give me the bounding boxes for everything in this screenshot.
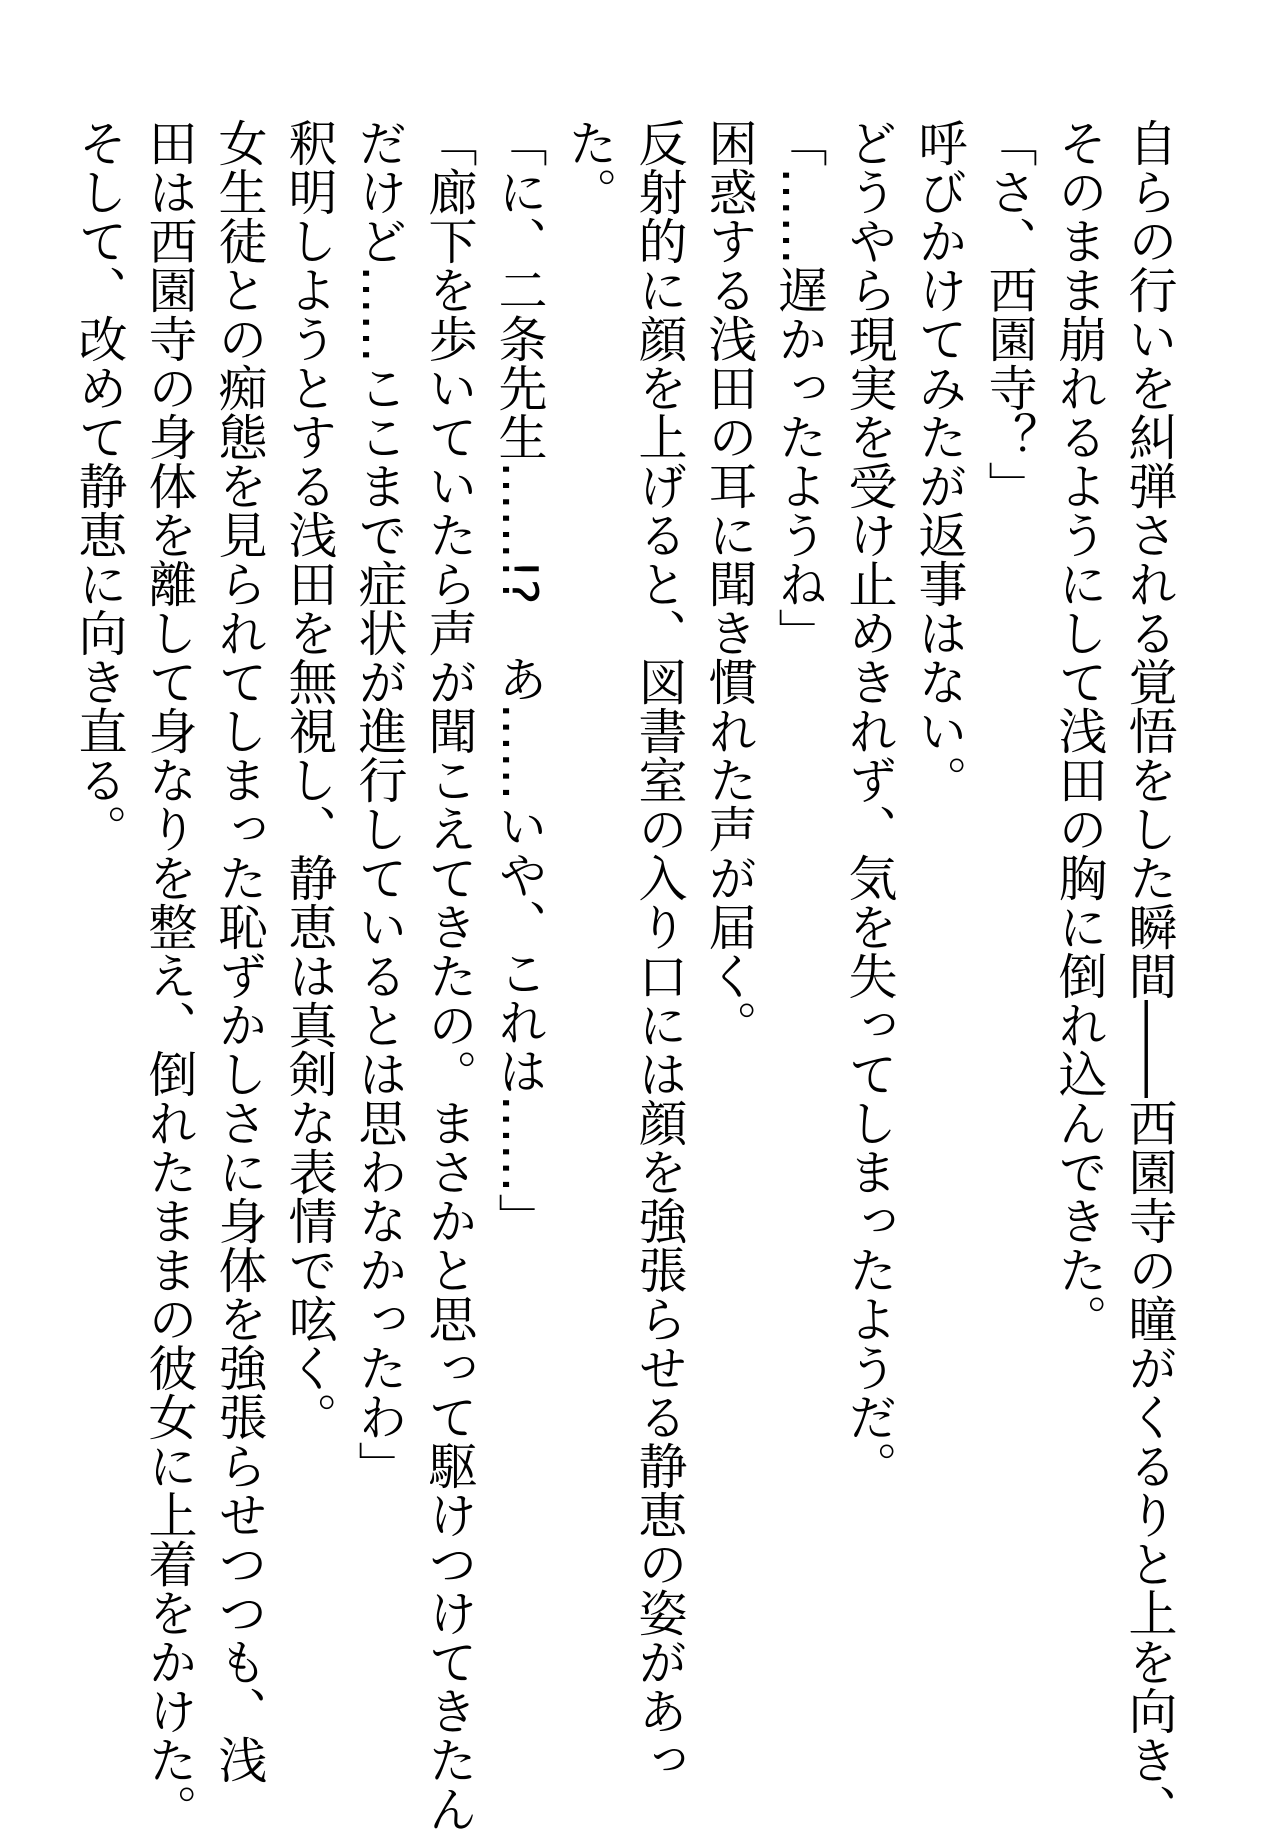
- text-line: 「廊下を歩いていたら声が聞こえてきたの。まさかと思って駆けつけてきたん: [421, 118, 478, 1833]
- text-line: 釈明しようとする浅田を無視し、静恵は真剣な表情で呟く。: [281, 118, 338, 1441]
- text-line: 女生徒との痴態を見られてしまった恥ずかしさに身体を強張らせつつも、浅: [211, 118, 268, 1784]
- text-line: 「……遅かったようね」: [771, 118, 828, 657]
- text-line: そのまま崩れるようにして浅田の胸に倒れ込んできた。: [1051, 118, 1108, 1343]
- text-line: だけど……ここまで症状が進行しているとは思わなかったわ」: [351, 118, 408, 1490]
- text-line: 困惑する浅田の耳に聞き慣れた声が届く。: [701, 118, 758, 1049]
- text-line: 「に、二条先生……!? あ……いや、これは……」: [491, 118, 548, 1242]
- text-line: 田は西園寺の身体を離して身なりを整え、倒れたままの彼女に上着をかけた。: [141, 118, 198, 1833]
- text-line: どうやら現実を受け止めきれず、気を失ってしまったようだ。: [841, 118, 898, 1490]
- text-line: 呼びかけてみたが返事はない。: [911, 118, 968, 804]
- text-line: 反射的に顔を上げると、図書室の入り口には顔を強張らせる静恵の姿があっ: [631, 118, 688, 1784]
- text-line: た。: [561, 118, 618, 216]
- text-line: 自らの行いを糾弾される覚悟をした瞬間――西園寺の瞳がくるりと上を向き、: [1121, 118, 1178, 1833]
- text-line: そして、改めて静恵に向き直る。: [71, 118, 128, 853]
- vertical-text-body: [64, 118, 1184, 1833]
- text-line: 「さ、西園寺？」: [981, 118, 1038, 510]
